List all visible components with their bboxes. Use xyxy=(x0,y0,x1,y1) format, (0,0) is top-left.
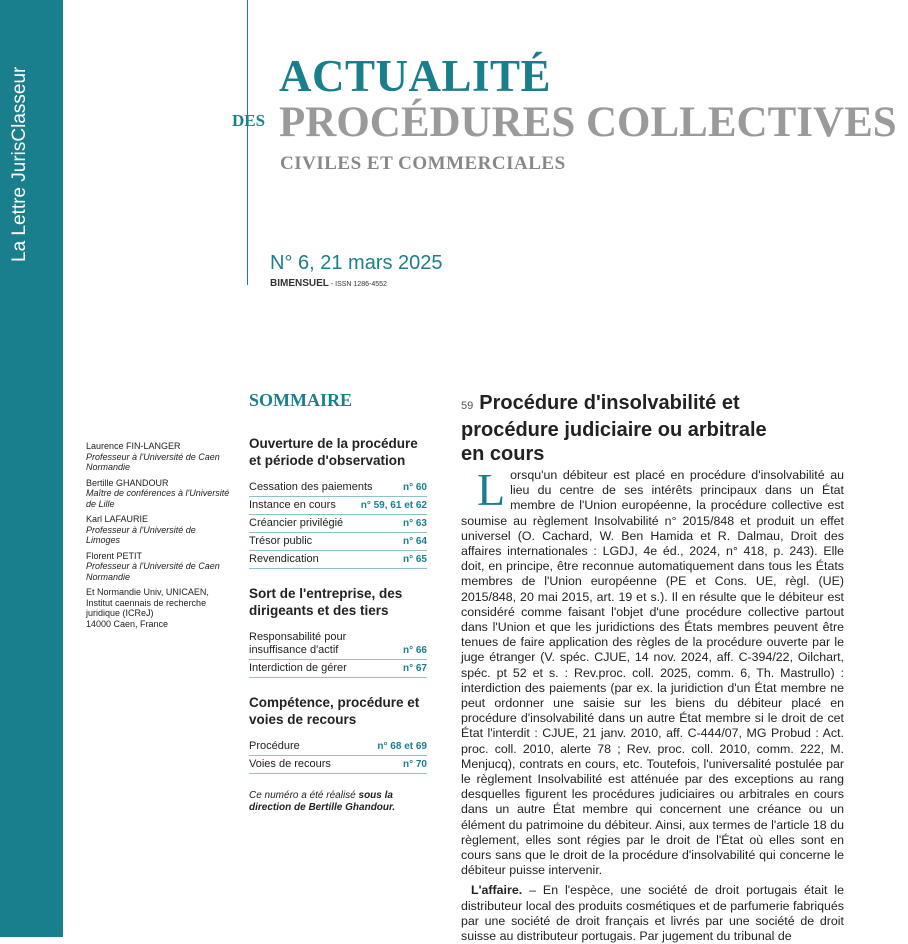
issue-number: N° 6, 21 mars 2025 xyxy=(270,252,443,274)
author-name: Karl LAFAURIE xyxy=(86,514,149,524)
article-body xyxy=(461,464,844,944)
editorial-credit xyxy=(249,790,427,814)
spine-band xyxy=(0,0,63,937)
toc-entry-label: Cessation des paiements xyxy=(249,481,373,493)
toc-group-heading: Compétence, procédure et voies de recours xyxy=(249,695,420,727)
sommaire-title: SOMMAIRE xyxy=(249,390,352,410)
periodicity xyxy=(270,278,387,289)
issn: - ISSN 1286-4552 xyxy=(328,281,387,288)
toc-entry-label: Interdiction de gérer xyxy=(249,662,347,674)
masthead-divider xyxy=(247,0,248,285)
masthead-title-line1: ACTUALITÉ xyxy=(279,51,552,101)
masthead-subtitle: CIVILES ET COMMERCIALES xyxy=(280,153,566,174)
toc-entry[interactable] xyxy=(249,551,427,569)
credit-prefix: Ce numéro a été réalisé xyxy=(249,790,359,801)
credit-director: sous la direction de Bertille Ghandour. xyxy=(249,790,396,813)
author xyxy=(86,514,232,546)
author xyxy=(86,478,232,510)
paragraph-lead: L'affaire. xyxy=(471,883,523,898)
author-role: Professeur à l'Université de Limoges xyxy=(86,524,196,545)
article-title: Procédure d'insolvabilité et procédure judiciaire ou arbitrale en cours xyxy=(461,392,767,465)
author xyxy=(86,551,232,583)
drop-cap: L xyxy=(477,464,506,515)
paragraph-text: – En l'espèce, une société de droit portugais était le distributeur local des produits cosmétiques et de parfumerie fabriqués par une société de droit français et livrés par une société de droit suisse au distributeur portugais. Par jugement du tribunal de xyxy=(461,883,844,944)
masthead-title-line2: PROCÉDURES COLLECTIVES xyxy=(279,99,897,146)
author xyxy=(86,441,232,473)
author-role: Professeur à l'Université de Caen Normandie xyxy=(86,451,220,472)
toc-entry-number: n° 60 xyxy=(402,482,427,493)
toc-group xyxy=(249,694,427,774)
institution xyxy=(86,587,232,629)
table-of-contents xyxy=(249,435,427,814)
toc-group xyxy=(249,585,427,678)
toc-entry[interactable] xyxy=(249,756,427,774)
toc-entry-number: n° 63 xyxy=(402,518,427,529)
toc-entry-label: Procédure xyxy=(249,740,300,752)
toc-entry-label: Instance en cours xyxy=(249,499,336,511)
toc-entry[interactable] xyxy=(249,533,427,551)
toc-entry-number: n° 68 et 69 xyxy=(377,741,427,752)
toc-entry-label: Revendication xyxy=(249,553,319,565)
toc-entry-label: Créancier privilégié xyxy=(249,517,344,529)
author-role: Maître de conférences à l'Université de Lille xyxy=(86,488,230,509)
toc-entry-label: Responsabilité pour insuffisance d'actif xyxy=(249,631,347,656)
toc-entry[interactable] xyxy=(249,629,427,660)
toc-entry[interactable] xyxy=(249,479,427,497)
masthead-des: DES xyxy=(232,111,266,130)
toc-entry[interactable] xyxy=(249,738,427,756)
author-name: Laurence FIN-LANGER xyxy=(86,441,181,451)
toc-entry-number: n° 70 xyxy=(402,759,427,770)
authors-list xyxy=(86,441,232,629)
author-name: Bertille GHANDOUR xyxy=(86,477,169,488)
article-paragraph xyxy=(461,883,844,944)
toc-entry-number: n° 66 xyxy=(402,645,427,656)
institution-name: Et Normandie Univ, UNICAEN, Institut caennais de recherche juridique (ICReJ) xyxy=(86,587,209,618)
article-heading xyxy=(461,391,781,466)
article-paragraph xyxy=(461,464,844,878)
periodicity-label: BIMENSUEL xyxy=(270,278,329,289)
toc-entry[interactable] xyxy=(249,660,427,678)
toc-entry[interactable] xyxy=(249,515,427,533)
author-role: Professeur à l'Université de Caen Normandie xyxy=(86,561,220,582)
article-number: 59 xyxy=(461,400,474,412)
toc-entry-number: n° 59, 61 et 62 xyxy=(360,500,427,511)
toc-group xyxy=(249,435,427,569)
toc-group-heading: Ouverture de la procédure et période d'observation xyxy=(249,436,418,468)
toc-entry-number: n° 65 xyxy=(402,554,427,565)
toc-entry-label: Voies de recours xyxy=(249,758,331,770)
author-name: Florent PETIT xyxy=(86,550,143,561)
paragraph-text: orsqu'un débiteur est placé en procédure d'insolvabilité au lieu du centre de ses intérêts principaux dans un État membre de l'Union européenne, la procédure collective est soumise au règlement Insolvabilité n° 2015/848 et produit un effet universel (O. Cachard, W. Ben Hamida et R. Dalmau, Droit des affaires internationales : LGDJ, 4e éd., 2024, n° 418, p. 243). Elle doit, en principe, être reconnue automatiquement dans tous les États membres de l'Union européenne (PE et Cons. UE, règl. (UE) 2015/848, 20 mai 2015, art. 19 et s.). Il en résulte que le débiteur est considéré comme faisant l'objet d'une procédure collective partout dans l'Union et que les juridictions des États membres peuvent être tenues de faire application des règles de la procédure ouverte par le juge étranger (V. spéc. CJUE, 14 nov. 2024, aff. C-394/22, Oilchart, spéc. pt 52 et s. : Rev.proc. coll. 2025, comm. 6, Th. Mastrullo) : interdiction des paiements (par ex. la juridiction d'un État membre ne peut ordonner une saisie sur les biens du débiteur placé en procédure d'insolvabilité dans un autre État membre si le droit de cet État l'interdit : CJUE, 21 janv. 2010, aff. C-444/07, MG Probud : Act. proc. coll. 2010, alerte 78 ; Rev. proc. coll. 2010, comm. 222, M. Menjucq), contrats en cours, etc. Toutefois, l'universalité postulée par le règlement Insolvabilité est atténuée par des exceptions au rang desquelles figurent les procédures judiciaires ou arbitrales en cours dans un autre État membre qui concernent une créance ou un élément du patrimoine du débiteur. Ainsi, aux termes de l'article 18 du règlement, elles sont régies par le droit de l'État où elles sont en cours sans que le droit de la procédure d'insolvabilité qui concerne le débiteur puisse intervenir. xyxy=(461,468,844,878)
toc-entry-label: Trésor public xyxy=(249,535,313,547)
toc-entry-number: n° 64 xyxy=(402,536,427,547)
toc-entry-number: n° 67 xyxy=(402,663,427,674)
toc-entry[interactable] xyxy=(249,497,427,515)
toc-group-heading: Sort de l'entreprise, des dirigeants et des tiers xyxy=(249,586,403,618)
institution-address: 14000 Caen, France xyxy=(86,618,169,629)
publication-spine-label: La Lettre JurisClasseur xyxy=(9,66,30,262)
